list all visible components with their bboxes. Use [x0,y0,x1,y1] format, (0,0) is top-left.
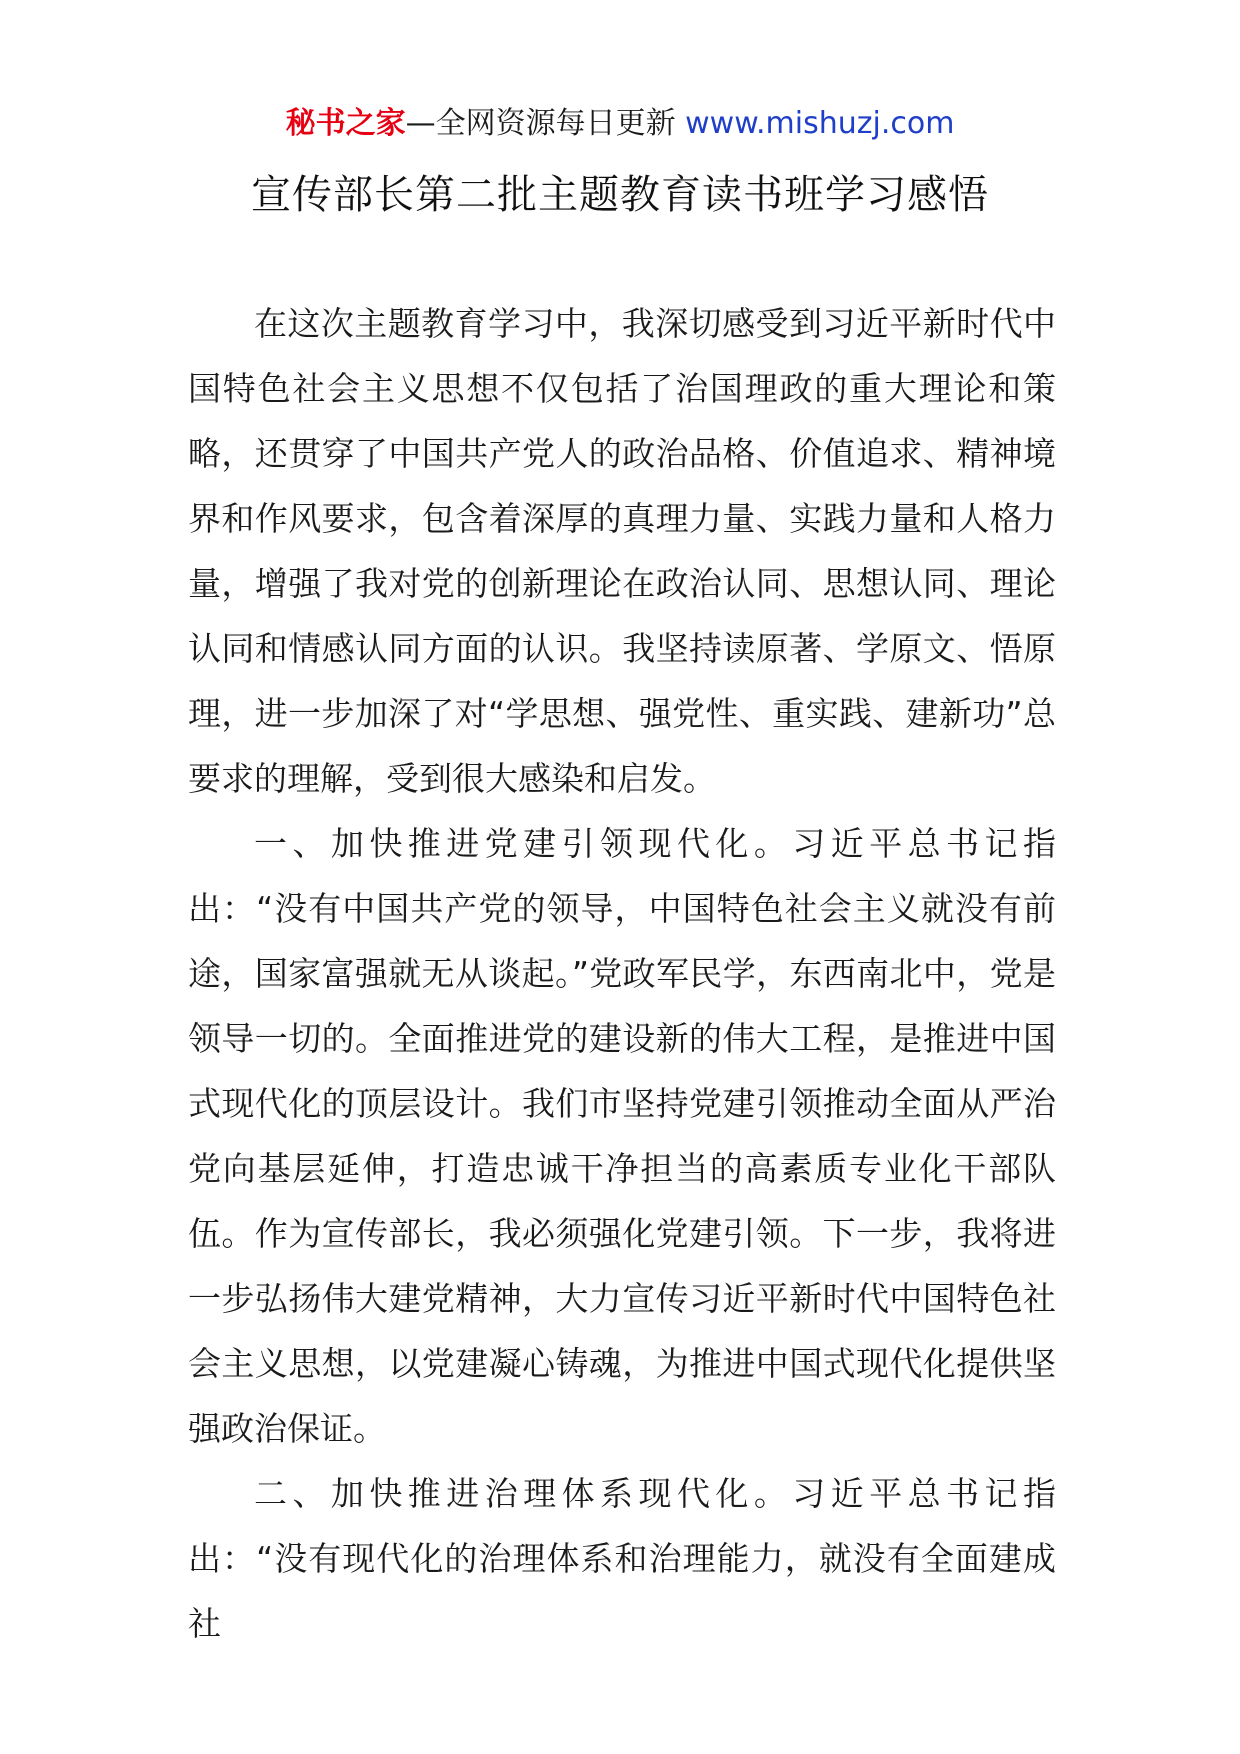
paragraph-section-2: 二、加快推进治理体系现代化。习近平总书记指出：“没有现代化的治理体系和治理能力，就没有全面建成社 [188,1474,1056,1643]
header-slogan: —全网资源每日更新 [405,106,676,141]
document-title: 宣传部长第二批主题教育读书班学习感悟 [251,172,989,218]
site-header [0,100,1240,148]
paragraph-section-1: 一、加快推进党建引领现代化。习近平总书记指出：“没有中国共产党的领导，中国特色社会主义就没有前途，国家富强就无从谈起。”党政军民学，东西南北中，党是领导一切的。全面推进党的建设新的伟大工程，是推进中国式现代化的顶层设计。我们市坚持党建引领推动全面从严治党向基层延伸，打造忠诚干净担当的高素质专业化干部队伍。作为宣传部长，我必须强化党建引领。下一步，我将进一步弘扬伟大建党精神，大力宣传习近平新时代中国特色社会主义思想，以党建凝心铸魂，为推进中国式现代化提供坚强政治保证。 [188,824,1056,1448]
site-url-link[interactable]: www.mishuzj.com [685,106,955,141]
document-body [188,291,1056,1656]
brand-name: 秘书之家 [285,106,406,141]
paragraph-intro: 在这次主题教育学习中，我深切感受到习近平新时代中国特色社会主义思想不仅包括了治国理政的重大理论和策略，还贯穿了中国共产党人的政治品格、价值追求、精神境界和作风要求，包含着深厚的真理力量、实践力量和人格力量，增强了我对党的创新理论在政治认同、思想认同、理论认同和情感认同方面的认识。我坚持读原著、学原文、悟原理，进一步加深了对“学思想、强党性、重实践、建新功”总要求的理解，受到很大感染和启发。 [188,304,1056,798]
